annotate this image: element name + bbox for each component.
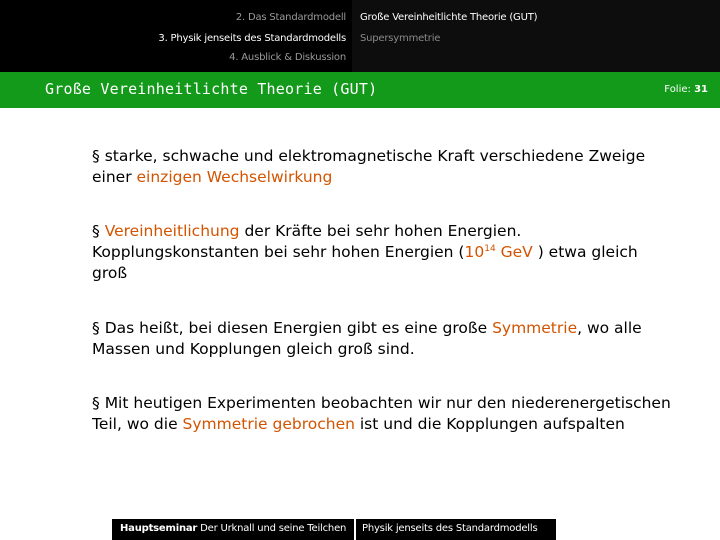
bullet-marker: § <box>92 319 105 337</box>
bullet-4-text: Mit heutigen Experimenten beobachten wir nur den niederenergetischen Teil, wo die <box>92 394 671 433</box>
slide-number-value: 31 <box>694 84 708 95</box>
footer-seminar-title: Der Urknall und seine Teilchen <box>197 523 347 534</box>
bullet-4 <box>92 393 672 435</box>
bullet-2-text-end: ) etwa gleich groß <box>92 243 638 282</box>
bullet-2 <box>92 221 672 284</box>
slide-number-label: Folie: <box>664 84 691 95</box>
bullet-4-text-end: ist und die Kopplungen aufspalten <box>354 415 625 433</box>
bullet-2-exponent: 14 <box>484 243 496 254</box>
nav-section-ausblick[interactable]: 4. Ausblick & Diskussion <box>229 52 346 63</box>
bullet-1 <box>92 146 672 188</box>
bullet-marker: § <box>92 394 105 412</box>
footer-section <box>356 519 556 540</box>
footer-seminar-bold: Hauptseminar <box>120 523 198 534</box>
bullet-1-text: starke, schwache und elektromagnetische Kraft verschiedene Zweige einer <box>92 147 646 186</box>
footer-section-text: Physik jenseits des Standardmodells <box>362 523 538 534</box>
bullet-4-highlight: Symmetrie gebrochen <box>182 415 355 433</box>
bullet-3-text: Das heißt, bei diesen Energien gibt es eine große <box>104 319 493 337</box>
bullet-marker: § <box>92 147 105 165</box>
bullet-3-text-end: , wo alle Massen und Kopplungen gleich groß sind. <box>92 319 642 358</box>
bullet-2-unit: GeV <box>500 243 533 261</box>
footer <box>0 519 720 540</box>
nav-section-standardmodell[interactable]: 2. Das Standardmodell <box>235 12 346 23</box>
bullet-1-highlight: einzigen Wechselwirkung <box>136 168 333 186</box>
bullet-3-highlight: Symmetrie <box>492 319 578 337</box>
slide-number <box>664 84 708 95</box>
title-box <box>33 72 378 108</box>
subsection-navigation <box>352 0 720 72</box>
header-bar <box>0 0 720 72</box>
footer-seminar-text <box>120 523 346 534</box>
nav-subsection-supersymmetrie[interactable]: Supersymmetrie <box>360 33 441 44</box>
section-navigation <box>0 0 352 72</box>
bullet-2-highlight: Vereinheitlichung <box>104 222 240 240</box>
bullet-marker: § <box>92 222 105 240</box>
footer-seminar <box>112 519 354 540</box>
nav-section-physik-jenseits[interactable]: 3. Physik jenseits des Standardmodells <box>158 33 346 44</box>
bullet-2-number: 10 <box>464 243 485 261</box>
bullet-3 <box>92 318 672 360</box>
slide-title: Große Vereinheitlichte Theorie (GUT) <box>45 80 378 98</box>
nav-subsection-gut[interactable]: Große Vereinheitlichte Theorie (GUT) <box>360 12 538 23</box>
bullet-2-text: der Kräfte bei sehr hohen Energien. Kopplungskonstanten bei sehr hohen Energien ( <box>92 222 522 261</box>
